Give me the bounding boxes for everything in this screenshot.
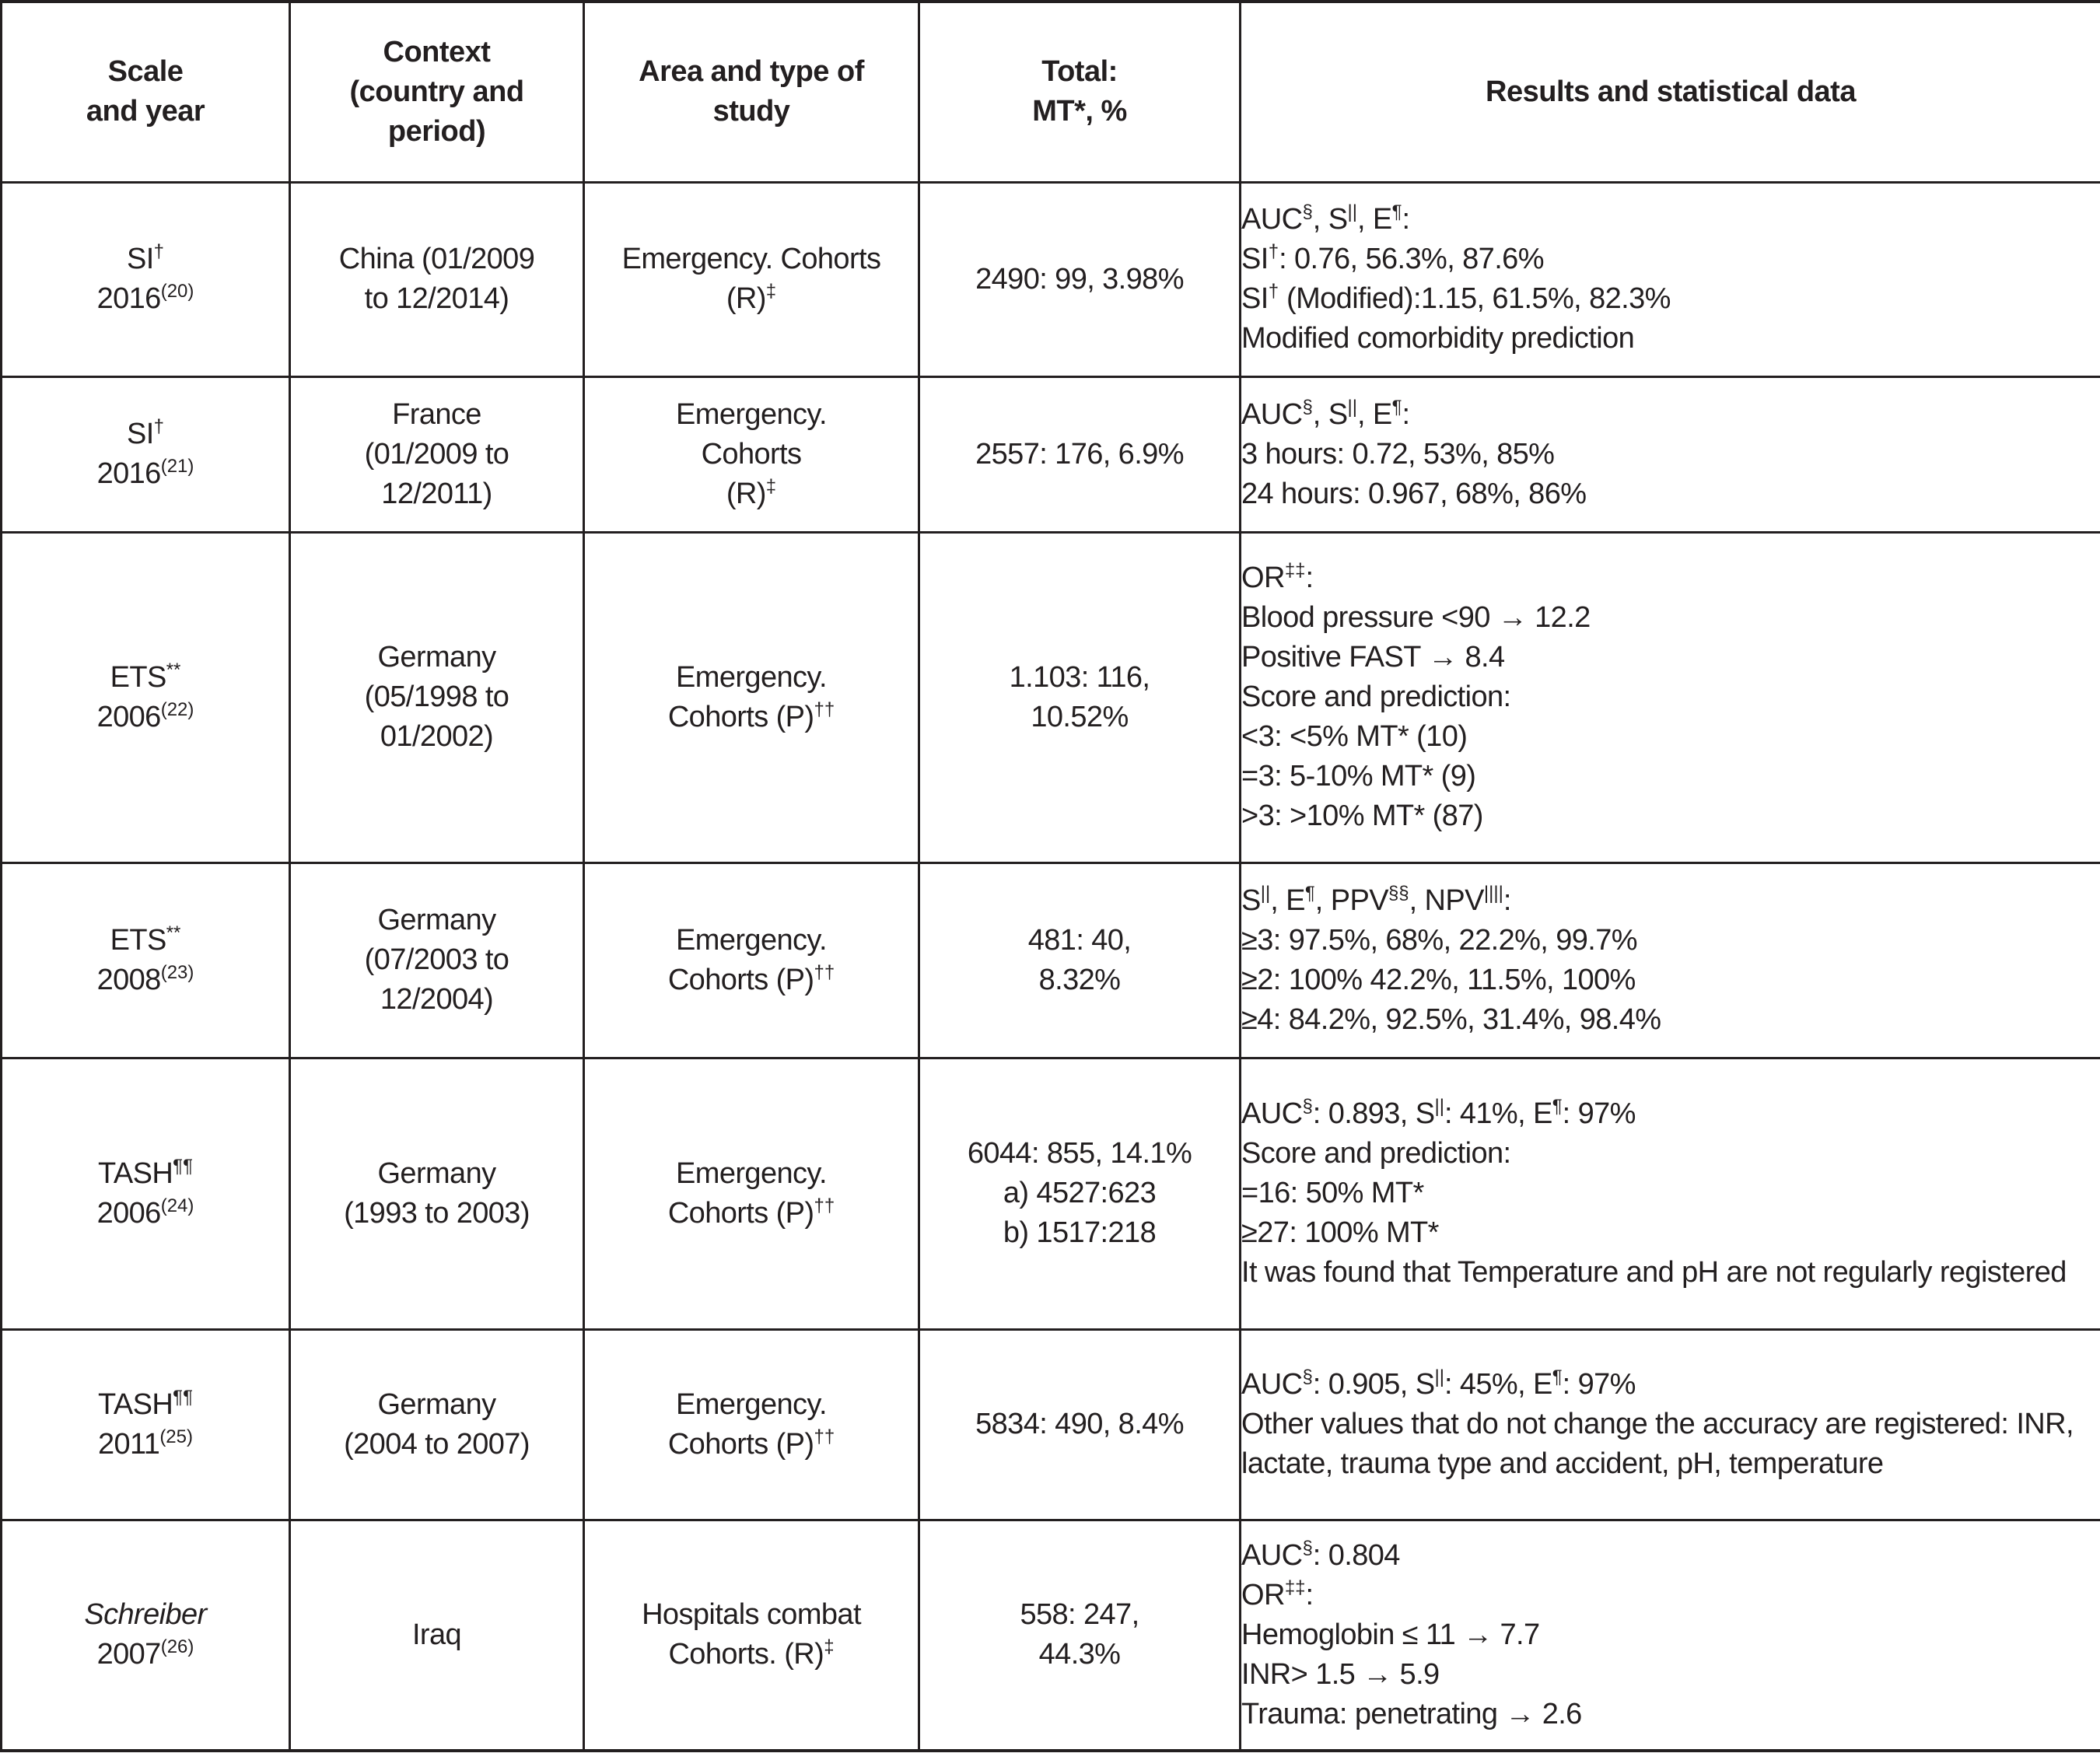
total-line: 8.32% [1038, 963, 1121, 996]
results-text: INR> 1.5 → 5.9 [1241, 1657, 1440, 1691]
cell-total [919, 1058, 1241, 1329]
cell-total [919, 863, 1241, 1058]
area-line [585, 395, 918, 435]
scale-year [2, 1425, 289, 1464]
cell-area-type [584, 532, 919, 863]
results-text: Positive FAST → 8.4 [1241, 641, 1505, 674]
area-text: Emergency. [676, 923, 827, 957]
footnote-marker: ¶ [1552, 1366, 1563, 1387]
results-text: SI [1241, 282, 1269, 315]
header-text: Scale [107, 55, 184, 89]
scale-name [2, 1595, 289, 1635]
total-line: a) 4527:623 [1003, 1177, 1157, 1209]
area-text: (R) [726, 282, 766, 315]
area-text: Emergency. [676, 1156, 827, 1190]
footnote-marker: ¶¶ [173, 1386, 193, 1408]
footnote-marker: || [1434, 1366, 1444, 1387]
cell-scale-and-year [2, 532, 290, 863]
table-row [2, 1520, 2100, 1751]
area-line [585, 279, 918, 319]
cell-results [1241, 863, 2100, 1058]
results-line [1241, 1365, 2100, 1405]
total-line: 558: 247, [1020, 1598, 1139, 1632]
cell-context [290, 863, 584, 1058]
results-line [1241, 1576, 2100, 1615]
results-text: <3: <5% MT* (10) [1241, 720, 1468, 753]
results-text: OR [1241, 1578, 1285, 1611]
reference-marker: (25) [159, 1426, 193, 1447]
table-row [2, 182, 2100, 376]
total-line: 2490: 99, 3.98% [975, 262, 1184, 296]
footnote-marker: †† [814, 1195, 835, 1216]
cell-results [1241, 376, 2100, 532]
cell-results [1241, 1520, 2100, 1751]
footnote-marker: ¶ [1391, 201, 1402, 222]
results-text: Score and prediction: [1241, 1137, 1511, 1170]
results-text: AUC [1241, 1538, 1303, 1572]
year-text: 2016 [96, 282, 161, 315]
footnote-marker: || [1260, 882, 1271, 904]
footnote-marker: † [1268, 281, 1279, 302]
results-text: ≥2: 100% 42.2%, 11.5%, 100% [1241, 963, 1636, 996]
area-text: Cohorts (P) [667, 963, 814, 996]
results-text: ≥4: 84.2%, 92.5%, 31.4%, 98.4% [1241, 1002, 1661, 1036]
header-area-and-type [584, 2, 919, 182]
results-text: , E [1356, 203, 1392, 236]
cell-scale-and-year [2, 182, 290, 376]
results-text: : [1305, 562, 1314, 594]
area-text: Emergency. [676, 660, 827, 694]
header-text: Context [383, 35, 491, 68]
context-line: (05/1998 to [364, 681, 509, 713]
results-text: =3: 5-10% MT* (9) [1241, 760, 1476, 793]
context-line: Iraq [411, 1618, 462, 1651]
results-line [1241, 319, 2100, 359]
header-text: MT*, % [1032, 95, 1127, 128]
year-text: 2016 [96, 457, 161, 490]
cell-area-type [584, 1058, 919, 1329]
context-line: (2004 to 2007) [344, 1427, 530, 1461]
header-row [2, 2, 2100, 182]
header-text: study [712, 95, 790, 128]
header-scale-and-year [2, 2, 290, 182]
results-line [1241, 960, 2100, 1000]
year-text: 2008 [96, 963, 161, 996]
results-line [1241, 881, 2100, 921]
area-text: Cohorts (P) [667, 1427, 814, 1461]
results-line [1241, 474, 2100, 514]
footnote-marker: §§ [1388, 882, 1409, 904]
results-text: , S [1312, 397, 1348, 431]
area-line [585, 1425, 918, 1464]
results-line [1241, 1405, 2100, 1484]
header-text: Results and statistical data [1486, 75, 1856, 108]
total-line: b) 1517:218 [1003, 1216, 1157, 1249]
results-text: It was found that Temperature and pH are not regularly registered [1241, 1256, 2067, 1289]
results-line [1241, 598, 2100, 638]
context-line: China (01/2009 [338, 243, 535, 275]
cell-context [290, 376, 584, 532]
area-line [585, 658, 918, 698]
area-text: Emergency. [676, 397, 827, 431]
cell-area-type [584, 182, 919, 376]
year-text: 2011 [97, 1427, 160, 1461]
area-text: Cohorts [701, 437, 802, 471]
scale-name-text: TASH [98, 1156, 173, 1190]
results-text: 3 hours: 0.72, 53%, 85% [1241, 437, 1555, 471]
scale-name [2, 1385, 289, 1425]
context-line: 01/2002) [380, 720, 494, 753]
scale-name-text: ETS [110, 660, 166, 694]
context-line: France [392, 397, 481, 431]
results-line [1241, 200, 2100, 240]
footnote-marker: § [1302, 396, 1313, 418]
results-text: : 41%, E [1444, 1097, 1552, 1130]
scale-name [2, 921, 289, 960]
results-text: : 0.905, S [1312, 1368, 1435, 1401]
total-line: 44.3% [1038, 1638, 1121, 1671]
results-line [1241, 796, 2100, 836]
results-line [1241, 1094, 2100, 1134]
results-text: AUC [1241, 397, 1303, 431]
scale-name [2, 415, 289, 454]
results-text: ≥3: 97.5%, 68%, 22.2%, 99.7% [1241, 923, 1637, 957]
scale-year [2, 1194, 289, 1233]
cell-area-type [584, 1520, 919, 1751]
footnote-marker: ‡ [765, 281, 777, 302]
cell-area-type [584, 863, 919, 1058]
footnote-marker: || [1434, 1096, 1444, 1117]
total-line: 6044: 855, 14.1% [967, 1137, 1192, 1170]
area-text: Emergency. Cohorts [621, 243, 881, 275]
area-text: Cohorts (P) [667, 1196, 814, 1230]
cell-area-type [584, 1329, 919, 1520]
header-results [1241, 2, 2100, 182]
table-row [2, 863, 2100, 1058]
context-line: Germany [377, 904, 496, 936]
cell-total [919, 1329, 1241, 1520]
results-line [1241, 1655, 2100, 1695]
cell-scale-and-year [2, 1329, 290, 1520]
cell-context [290, 182, 584, 376]
area-line [585, 1595, 918, 1635]
area-line [585, 240, 918, 279]
context-line: 12/2011) [381, 477, 492, 510]
results-text: : 0.804 [1312, 1538, 1400, 1572]
area-line [585, 1194, 918, 1233]
footnote-marker: ¶ [1304, 882, 1315, 904]
footnote-marker: ¶ [1391, 396, 1402, 418]
cell-context [290, 532, 584, 863]
footnote-marker: † [153, 241, 165, 262]
scale-name-text: ETS [110, 923, 166, 957]
scale-name [2, 240, 289, 279]
footnote-marker: § [1302, 1537, 1313, 1559]
cell-total [919, 376, 1241, 532]
results-text: ≥27: 100% MT* [1241, 1216, 1439, 1249]
context-line: Germany [377, 1156, 496, 1190]
context-line: Germany [377, 641, 496, 674]
results-line [1241, 240, 2100, 279]
results-text: : [1402, 397, 1410, 431]
context-line: (07/2003 to [364, 943, 509, 976]
footnote-marker: †† [814, 1426, 835, 1447]
scale-name [2, 1154, 289, 1194]
results-text: : 0.76, 56.3%, 87.6% [1279, 243, 1544, 275]
results-text: Blood pressure <90 → 12.2 [1241, 601, 1591, 634]
results-text: S [1241, 883, 1261, 917]
results-line [1241, 921, 2100, 960]
header-text: (country and [349, 75, 524, 108]
scale-year [2, 454, 289, 494]
year-text: 2007 [96, 1638, 161, 1671]
header-text: Total: [1041, 55, 1118, 89]
results-text: : 0.893, S [1312, 1097, 1435, 1130]
cell-scale-and-year [2, 376, 290, 532]
footnote-marker: ¶¶ [173, 1155, 193, 1177]
results-line [1241, 717, 2100, 757]
scale-year [2, 960, 289, 1000]
table-row [2, 376, 2100, 532]
results-line [1241, 1000, 2100, 1040]
area-line [585, 698, 918, 737]
area-line [585, 1154, 918, 1194]
reference-marker: (23) [160, 961, 194, 983]
results-text: Other values that do not change the accuracy are registered: INR, lactate, trauma type and accident, pH, temperature [1241, 1408, 2074, 1480]
reference-marker: (20) [160, 281, 194, 302]
results-line [1241, 558, 2100, 598]
context-line: to 12/2014) [364, 282, 509, 315]
results-text: AUC [1241, 1368, 1303, 1401]
reference-marker: (22) [160, 698, 194, 720]
year-text: 2006 [96, 1196, 161, 1230]
cell-results [1241, 1058, 2100, 1329]
total-line: 5834: 490, 8.4% [975, 1408, 1184, 1440]
cell-area-type [584, 376, 919, 532]
scale-name [2, 658, 289, 698]
scale-year [2, 279, 289, 319]
results-line [1241, 435, 2100, 474]
area-line [585, 1385, 918, 1425]
footnote-marker: ‡ [765, 475, 777, 497]
area-line [585, 921, 918, 960]
results-line [1241, 1536, 2100, 1576]
cell-total [919, 532, 1241, 863]
table-row [2, 532, 2100, 863]
results-line [1241, 1213, 2100, 1253]
context-line: (1993 to 2003) [344, 1196, 530, 1230]
results-text: =16: 50% MT* [1241, 1177, 1424, 1209]
results-text: AUC [1241, 1097, 1303, 1130]
results-text: , E [1356, 397, 1392, 431]
results-line [1241, 638, 2100, 677]
results-line [1241, 279, 2100, 319]
context-line: Germany [377, 1387, 496, 1421]
cell-context [290, 1058, 584, 1329]
results-text: AUC [1241, 203, 1303, 236]
results-text: Trauma: penetrating → 2.6 [1241, 1697, 1582, 1730]
results-text: : 97% [1562, 1097, 1636, 1130]
table-row [2, 1329, 2100, 1520]
table-body [2, 182, 2100, 1751]
area-line [585, 474, 918, 514]
results-text: : [1503, 883, 1511, 917]
results-line [1241, 1695, 2100, 1734]
scale-year [2, 1635, 289, 1674]
total-line: 1.103: 116, [1009, 660, 1150, 694]
results-text: : 45%, E [1444, 1368, 1552, 1401]
cell-scale-and-year [2, 1058, 290, 1329]
footnote-marker: ¶ [1552, 1096, 1563, 1117]
footnote-marker: ‡‡ [1284, 560, 1306, 581]
context-line: 12/2004) [380, 983, 494, 1016]
footnote-marker: § [1302, 201, 1313, 222]
context-line: (01/2009 to [364, 437, 509, 471]
results-line [1241, 395, 2100, 435]
footnote-marker: |||| [1483, 882, 1503, 904]
footnote-marker: †† [814, 698, 835, 720]
footnote-marker: †† [814, 961, 835, 983]
results-text: , E [1270, 883, 1305, 917]
footnote-marker: ** [166, 659, 181, 681]
scale-name-text: SI [126, 418, 154, 450]
area-text: Cohorts (P) [667, 700, 814, 733]
footnote-marker: § [1302, 1096, 1313, 1117]
scale-name-text: TASH [98, 1387, 173, 1421]
scale-name-text: Schreiber [84, 1598, 207, 1632]
cell-results [1241, 182, 2100, 376]
results-text: : 97% [1562, 1368, 1636, 1401]
total-line: 10.52% [1031, 700, 1129, 733]
area-text: Hospitals combat [642, 1598, 861, 1632]
results-text: : [1402, 203, 1410, 236]
results-line [1241, 677, 2100, 717]
results-text: OR [1241, 562, 1285, 594]
results-line [1241, 757, 2100, 796]
footnote-marker: ‡ [824, 1636, 835, 1658]
area-text: (R) [726, 477, 766, 510]
results-line [1241, 1253, 2100, 1293]
results-line [1241, 1615, 2100, 1655]
results-text: , S [1312, 203, 1348, 236]
results-text: (Modified):1.15, 61.5%, 82.3% [1279, 282, 1671, 315]
footnote-marker: ** [166, 922, 181, 943]
footnote-marker: † [153, 416, 165, 437]
total-line: 481: 40, [1027, 923, 1132, 957]
results-text: , NPV [1409, 883, 1484, 917]
footnote-marker: || [1347, 396, 1357, 418]
cell-context [290, 1520, 584, 1751]
header-text: period) [387, 114, 486, 148]
results-text: >3: >10% MT* (87) [1241, 800, 1483, 832]
results-line [1241, 1134, 2100, 1174]
results-text: , PPV [1314, 883, 1388, 917]
area-line [585, 1635, 918, 1674]
header-text: and year [86, 95, 205, 128]
header-total [919, 2, 1241, 182]
footnote-marker: § [1302, 1366, 1313, 1387]
footnote-marker: † [1268, 241, 1279, 262]
results-text: : [1305, 1578, 1314, 1611]
area-line [585, 960, 918, 1000]
scale-name-text: SI [126, 243, 154, 275]
year-text: 2006 [96, 700, 161, 733]
results-text: Score and prediction: [1241, 681, 1511, 713]
reference-marker: (26) [160, 1636, 194, 1658]
area-text: Cohorts. (R) [668, 1638, 824, 1671]
area-text: Emergency. [676, 1387, 827, 1421]
reference-marker: (24) [160, 1195, 194, 1216]
cell-context [290, 1329, 584, 1520]
reference-marker: (21) [160, 456, 194, 477]
scale-year [2, 698, 289, 737]
results-text: SI [1241, 243, 1269, 275]
cell-total [919, 1520, 1241, 1751]
cell-results [1241, 1329, 2100, 1520]
results-text: Modified comorbidity prediction [1241, 322, 1635, 355]
table-row [2, 1058, 2100, 1329]
cell-scale-and-year [2, 1520, 290, 1751]
header-text: Area and type of [639, 55, 864, 89]
footnote-marker: || [1347, 201, 1357, 222]
footnote-marker: ‡‡ [1284, 1576, 1306, 1598]
cell-scale-and-year [2, 863, 290, 1058]
cell-total [919, 182, 1241, 376]
cell-results [1241, 532, 2100, 863]
results-text: 24 hours: 0.967, 68%, 86% [1241, 477, 1587, 510]
area-line [585, 435, 918, 474]
results-text: Hemoglobin ≤ 11 → 7.7 [1241, 1618, 1540, 1651]
total-line: 2557: 176, 6.9% [975, 437, 1184, 471]
header-context [290, 2, 584, 182]
results-line [1241, 1174, 2100, 1213]
